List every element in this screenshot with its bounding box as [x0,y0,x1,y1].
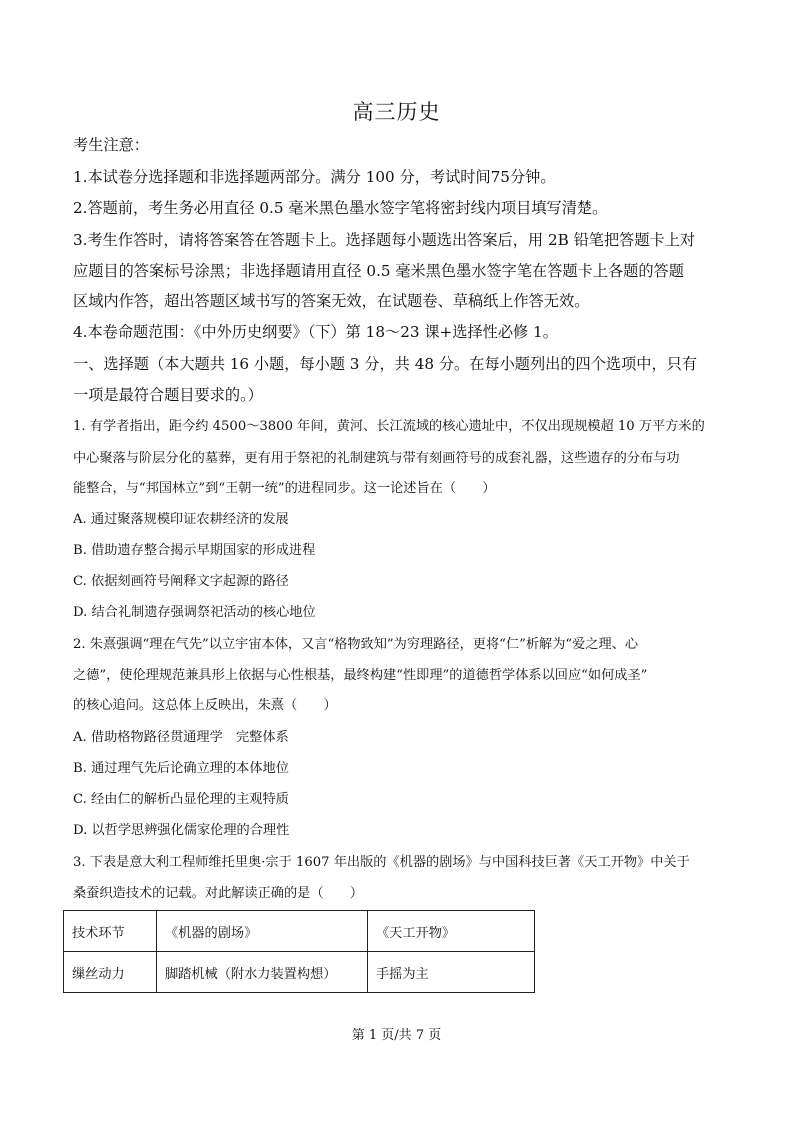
question-1-stem: 能整合，与“邦国林立”到“王朝一统”的进程同步。这一论述旨在（ ） [73,481,496,496]
comparison-table [63,910,535,993]
question-3-stem: 桑蚕织造技术的记载。对此解读正确的是（ ） [73,886,364,901]
question-2-option: D. 以哲学思辨强化儒家伦理的合理性 [73,823,290,838]
question-1-option: C. 依据刻画符号阐释文字起源的路径 [73,574,289,589]
question-1-option: A. 通过聚落规模印证农耕经济的发展 [73,512,289,527]
question-3-stem: 3. 下表是意大利工程师维托里奥·宗于 1607 年出版的《机器的剧场》与中国科技巨著《天工开物》中关于 [73,855,690,870]
table-cell: 手摇为主 [368,952,535,993]
notice-item: 1.本试卷分选择题和非选择题两部分。满分 100 分，考试时间75分钟。 [73,168,556,186]
question-2-stem: 2. 朱熹强调“理在气先”以立宇宙本体，又言“格物致知”为穷理路径，更将“仁”析解为“爱之理、心 [73,637,639,652]
question-2-stem: 的核心追问。这总体上反映出，朱熹（ ） [73,698,337,713]
notice-item: 应题目的答案标号涂黑；非选择题请用直径 0.5 毫米黑色墨水签字笔在答题卡上各题的答题 [73,262,684,280]
notice-item: 3.考生作答时，请将答案答在答题卡上。选择题每小题选出答案后，用 2B 铅笔把答题卡上对 [73,231,696,249]
table-header-row [64,911,535,952]
question-2-option: B. 通过理气先后论确立理的本体地位 [73,761,289,776]
section-heading: 一、选择题（本大题共 16 小题，每小题 3 分，共 48 分。在每小题列出的四个选项中，只有 [73,355,698,373]
notice-item: 区域内作答，超出答题区域书写的答案无效，在试题卷、草稿纸上作答无效。 [73,292,590,310]
notice-item: 4.本卷命题范围：《中外历史纲要》（下）第 18～23 课+选择性必修 1。 [73,323,558,341]
section-heading-cont: 一项是最符合题目要求的。） [73,386,263,404]
question-1-option: D. 结合礼制遗存强调祭祀活动的核心地位 [73,605,316,620]
question-1-stem: 中心聚落与阶层分化的墓葬，更有用于祭祀的礼制建筑与带有刻画符号的成套礼器，这些遗存的分布与功 [73,451,680,466]
table-cell: 脚踏机械（附水力装置构想） [157,952,368,993]
table-header-cell: 技术环节 [64,911,157,952]
page-title: 高三历史 [352,100,441,124]
table-cell: 缫丝动力 [64,952,157,993]
question-2-option: C. 经由仁的解析凸显伦理的主观特质 [73,792,289,807]
table-row [64,952,535,993]
table-header-cell: 《天工开物》 [368,911,535,952]
notice-heading: 考生注意： [73,136,149,154]
table-header-cell: 《机器的剧场》 [157,911,368,952]
question-2-stem: 之德”，使伦理规范兼具形上依据与心性根基，最终构建“性即理”的道德哲学体系以回应“如何成圣” [73,668,648,683]
question-2-option: A. 借助格物路径贯通理学 完整体系 [73,730,289,745]
page-footer: 第 1 页/共 7 页 [351,1028,442,1043]
question-1-option: B. 借助遗存整合揭示早期国家的形成进程 [73,543,316,558]
question-1-stem: 1. 有学者指出，距今约 4500～3800 年间，黄河、长江流域的核心遗址中，不仅出现规模超 10 万平方米的 [73,419,705,434]
notice-item: 2.答题前，考生务必用直径 0.5 毫米黑色墨水签字笔将密封线内项目填写清楚。 [73,199,608,217]
